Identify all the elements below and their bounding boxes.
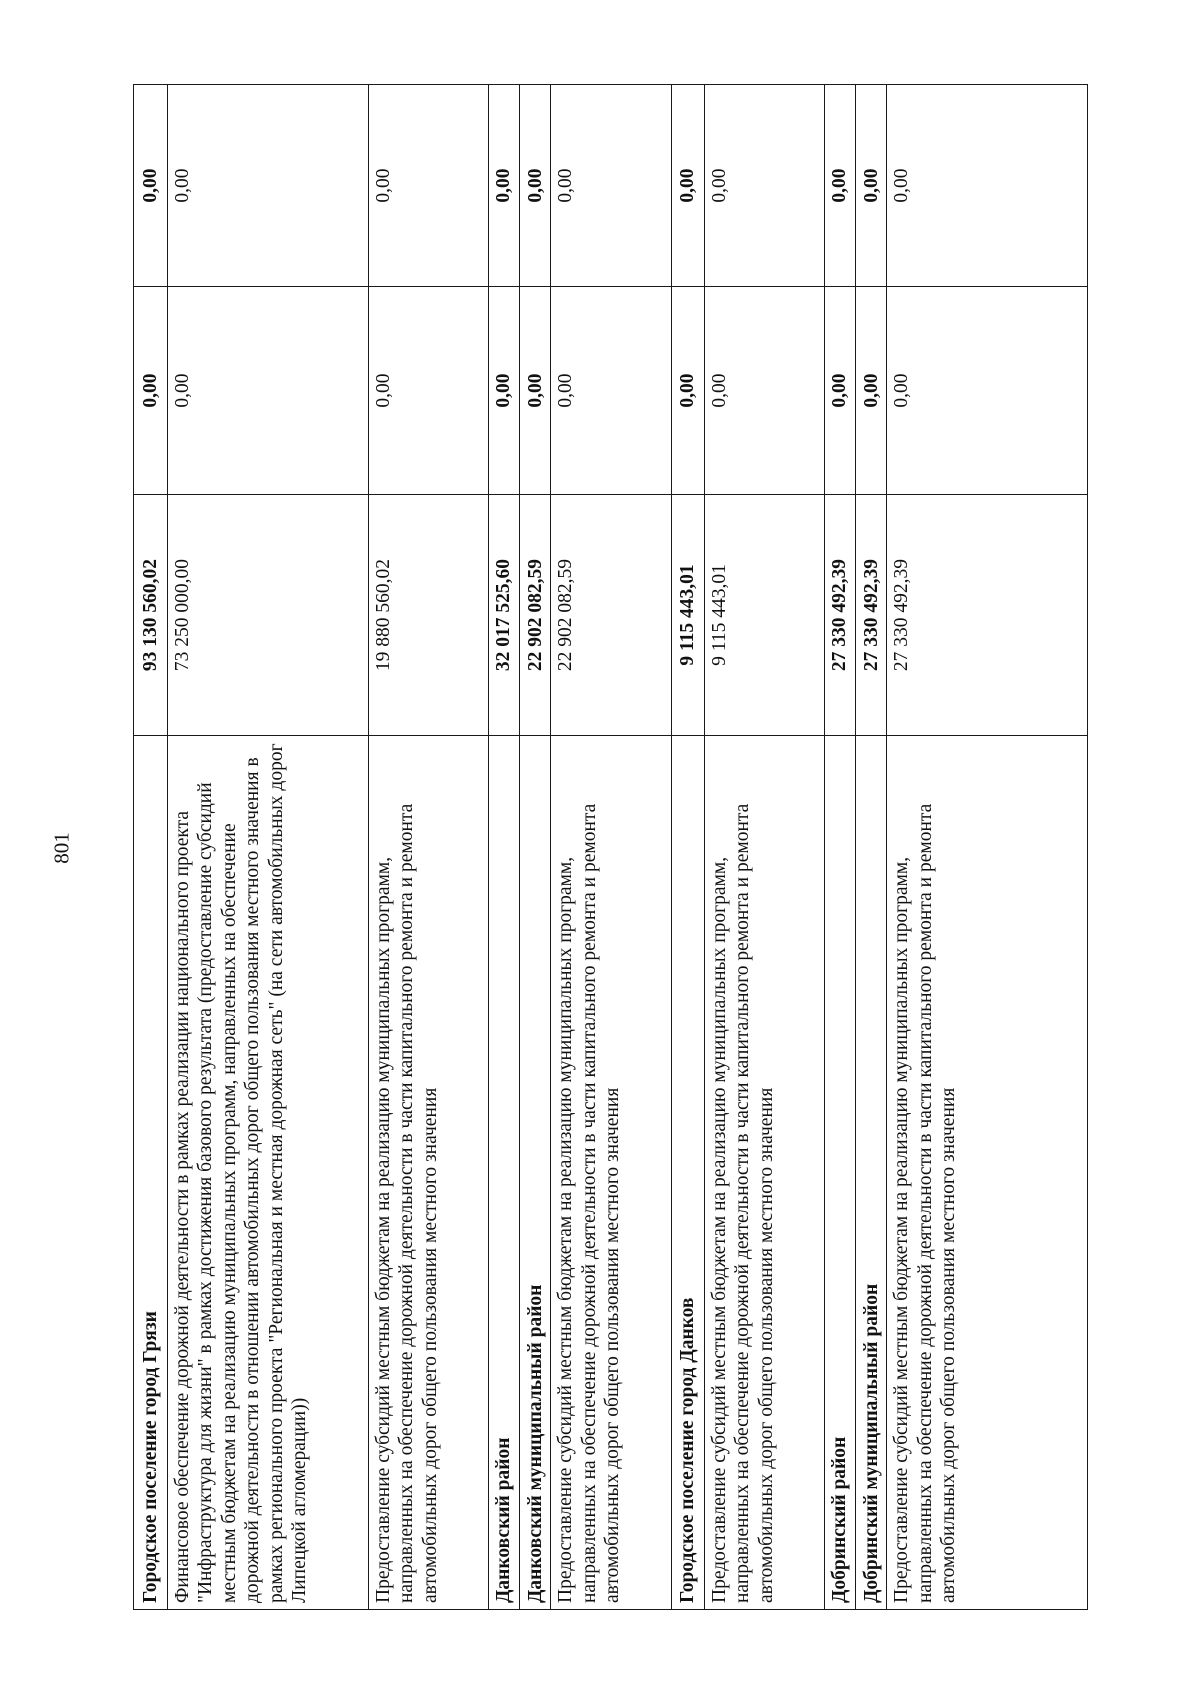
row-value-1: 0,00 — [489, 287, 520, 495]
row-value-2: 0,00 — [134, 85, 168, 287]
row-value-1: 0,00 — [671, 287, 704, 495]
row-amount: 19 880 560,02 — [368, 495, 488, 736]
row-amount: 22 902 082,59 — [520, 495, 551, 736]
row-value-1: 0,00 — [551, 287, 671, 495]
row-value-2: 0,00 — [551, 85, 671, 287]
row-name: Городское поселение город Грязи — [134, 736, 168, 1610]
row-name: Предоставление субсидий местным бюджетам на реализацию муниципальных программ, направленных на обеспечение дорожной деятельности в части капитального ремонта и ремонта автомобильных дорог общего пользования местного значения — [887, 736, 1088, 1610]
row-value-1: 0,00 — [168, 287, 369, 495]
subsidy-table — [133, 84, 1088, 1610]
table-body — [134, 85, 1088, 1610]
row-name: Добринский муниципальный район — [856, 736, 887, 1610]
row-value-1: 0,00 — [134, 287, 168, 495]
row-name: Предоставление субсидий местным бюджетам на реализацию муниципальных программ, направленных на обеспечение дорожной деятельности в части капитального ремонта и ремонта автомобильных дорог общего пользования местного значения — [704, 736, 824, 1610]
table-row — [134, 85, 168, 1610]
table-row — [704, 85, 824, 1610]
row-value-2: 0,00 — [887, 85, 1088, 287]
row-value-2: 0,00 — [368, 85, 488, 287]
table-row — [489, 85, 520, 1610]
rotated-table-container — [133, 85, 1088, 1610]
row-value-2: 0,00 — [489, 85, 520, 287]
table-row — [168, 85, 369, 1610]
row-value-2: 0,00 — [856, 85, 887, 287]
row-name: Данковский муниципальный район — [520, 736, 551, 1610]
page-number: 801 — [49, 832, 74, 864]
row-amount: 9 115 443,01 — [671, 495, 704, 736]
row-value-2: 0,00 — [825, 85, 856, 287]
row-name: Данковский район — [489, 736, 520, 1610]
table-row — [887, 85, 1088, 1610]
row-name: Добринский район — [825, 736, 856, 1610]
row-name: Предоставление субсидий местным бюджетам на реализацию муниципальных программ, направленных на обеспечение дорожной деятельности в части капитального ремонта и ремонта автомобильных дорог общего пользования местного значения — [551, 736, 671, 1610]
row-amount: 27 330 492,39 — [825, 495, 856, 736]
row-value-1: 0,00 — [856, 287, 887, 495]
row-amount: 27 330 492,39 — [887, 495, 1088, 736]
row-amount: 27 330 492,39 — [856, 495, 887, 736]
row-amount: 22 902 082,59 — [551, 495, 671, 736]
table-row — [671, 85, 704, 1610]
row-amount: 32 017 525,60 — [489, 495, 520, 736]
row-value-2: 0,00 — [520, 85, 551, 287]
row-value-1: 0,00 — [704, 287, 824, 495]
row-name: Финансовое обеспечение дорожной деятельности в рамках реализации национального проекта "Инфраструктура для жизни" в рамках достижения базового результата (предоставление субсидий местным бюджетам на реализацию муниципальных программ, направленных на обеспечение дорожной деятельности в отношении автомобильных дорог общего пользования местного значения в рамках регионального проекта "Региональная и местная дорожная сеть" (на сети автомобильных дорог Липецкой агломерации)) — [168, 736, 369, 1610]
row-name: Городское поселение город Данков — [671, 736, 704, 1610]
row-value-1: 0,00 — [368, 287, 488, 495]
row-amount: 73 250 000,00 — [168, 495, 369, 736]
table-row — [520, 85, 551, 1610]
row-value-2: 0,00 — [168, 85, 369, 287]
row-value-1: 0,00 — [520, 287, 551, 495]
table-row — [856, 85, 887, 1610]
table-row — [825, 85, 856, 1610]
table-row — [551, 85, 671, 1610]
table-row — [368, 85, 488, 1610]
row-value-1: 0,00 — [825, 287, 856, 495]
row-amount: 93 130 560,02 — [134, 495, 168, 736]
row-value-1: 0,00 — [887, 287, 1088, 495]
row-value-2: 0,00 — [704, 85, 824, 287]
row-name: Предоставление субсидий местным бюджетам на реализацию муниципальных программ, направленных на обеспечение дорожной деятельности в части капитального ремонта и ремонта автомобильных дорог общего пользования местного значения — [368, 736, 488, 1610]
row-amount: 9 115 443,01 — [704, 495, 824, 736]
row-value-2: 0,00 — [671, 85, 704, 287]
